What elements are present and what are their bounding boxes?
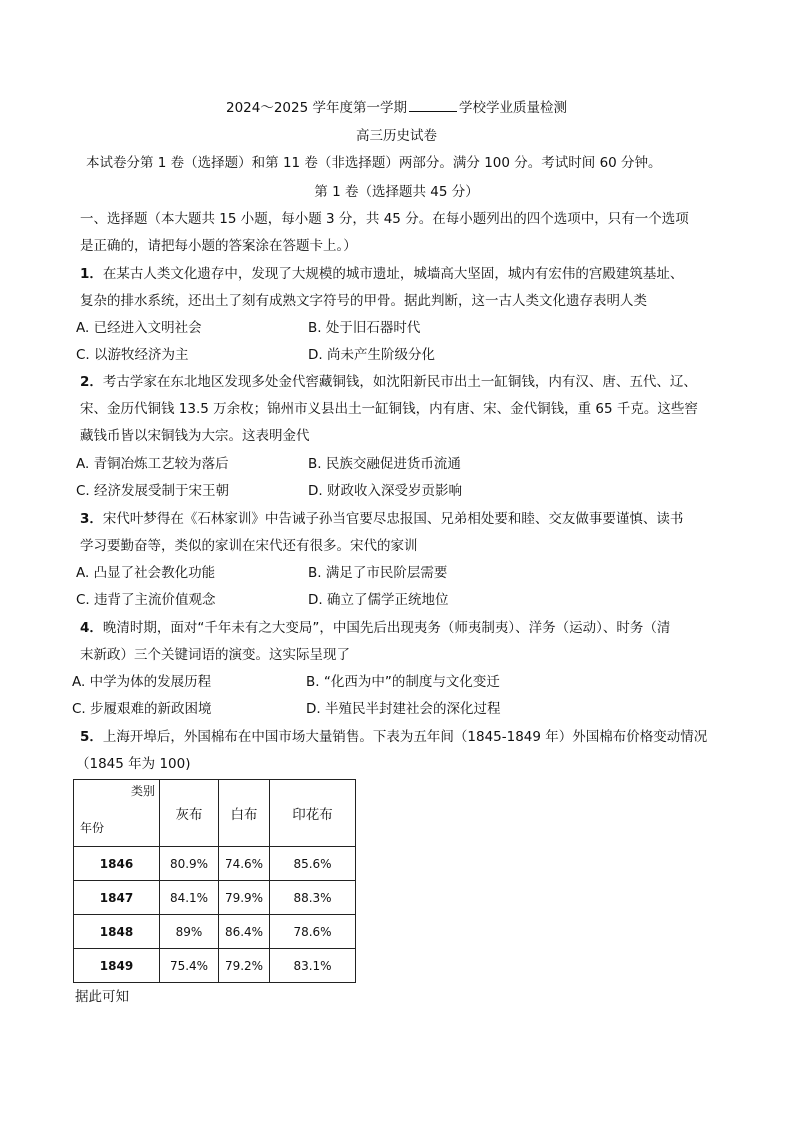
q3-option-a[interactable]: A. 凸显了社会教化功能 <box>76 565 216 581</box>
q4-option-c[interactable]: C. 步履艰难的新政困境 <box>72 701 212 717</box>
q4-option-a[interactable]: A. 中学为体的发展历程 <box>72 674 212 690</box>
q1-option-a[interactable]: A. 已经进入文明社会 <box>76 320 202 336</box>
q1-option-d[interactable]: D. 尚未产生阶级分化 <box>308 347 435 363</box>
question-3-line-2: 学习要勤奋等，类似的家训在宋代还有很多。宋代的家训 <box>80 538 418 554</box>
q1-option-b[interactable]: B. 处于旧石器时代 <box>308 320 421 336</box>
table-corner-cell <box>74 780 160 847</box>
question-2-line-3: 藏钱币皆以宋铜钱为大宗。这表明金代 <box>80 428 310 444</box>
instructions-line-1: 一、选择题（本大题共 15 小题，每小题 3 分，共 45 分。在每小题列出的四个选项中，只有一个选项 <box>80 211 689 227</box>
table-row <box>74 881 356 915</box>
question-number: 3． <box>80 511 103 527</box>
question-5-stem-end: 据此可知 <box>75 989 129 1005</box>
question-1-line-2: 复杂的排水系统，还出土了刻有成熟文字符号的甲骨。据此判断，这一古人类文化遗存表明人类 <box>80 293 647 309</box>
table-row <box>74 949 356 983</box>
table-cell: 88.3% <box>270 881 356 915</box>
table-cell: 86.4% <box>219 915 270 949</box>
question-1-line-1: 1．在某古人类文化遗存中，发现了大规模的城市遗址，城墙高大坚固，城内有宏伟的宫殿建筑基址、 <box>80 266 684 282</box>
q3-option-b[interactable]: B. 满足了市民阶层需要 <box>308 565 448 581</box>
q3-option-c[interactable]: C. 违背了主流价值观念 <box>76 592 216 608</box>
table-header-row <box>74 780 356 847</box>
question-2-line-1: 2．考古学家在东北地区发现多处金代窖藏铜钱，如沈阳新民市出土一缸铜钱，内有汉、唐、五代、辽、 <box>80 374 697 390</box>
table-year-cell: 1847 <box>74 881 160 915</box>
table-row <box>74 847 356 881</box>
table-cell: 83.1% <box>270 949 356 983</box>
question-5-line-2: （1845 年为 100) <box>76 756 191 772</box>
table-header-cell: 白布 <box>219 780 270 847</box>
exam-intro: 本试卷分第 1 卷（选择题）和第 11 卷（非选择题）两部分。满分 100 分。考试时间 60 分钟。 <box>86 155 662 171</box>
question-4-line-2: 末新政）三个关键词语的演变。这实际呈现了 <box>80 647 350 663</box>
question-2-line-2: 宋、金历代铜钱 13.5 万余枚；锦州市义县出土一缸铜钱，内有唐、宋、金代铜钱，重 65 千克。这些窖 <box>80 401 698 417</box>
q2-option-c[interactable]: C. 经济发展受制于宋王朝 <box>76 483 230 499</box>
instructions-line-2: 是正确的，请把每小题的答案涂在答题卡上。） <box>80 238 357 254</box>
corner-label-category: 类别 <box>130 784 155 798</box>
school-name-blank <box>409 99 457 112</box>
table-cell: 79.9% <box>219 881 270 915</box>
q3-option-d[interactable]: D. 确立了儒学正统地位 <box>308 592 449 608</box>
corner-label-year: 年份 <box>80 821 105 835</box>
question-5-line-1: 5．上海开埠后，外国棉布在中国市场大量销售。下表为五年间（1845-1849 年）外国棉布价格变动情况 <box>80 729 708 745</box>
table-cell: 85.6% <box>270 847 356 881</box>
question-3-line-1: 3．宋代叶梦得在《石林家训》中告诫子孙当官要尽忠报国、兄弟相处要和睦、交友做事要谨慎、读书 <box>80 511 684 527</box>
table-header-cell: 灰布 <box>160 780 219 847</box>
table-cell: 78.6% <box>270 915 356 949</box>
q2-option-b[interactable]: B. 民族交融促进货币流通 <box>308 456 461 472</box>
question-number: 5． <box>80 729 103 745</box>
table-cell: 89% <box>160 915 219 949</box>
question-4-line-1: 4．晚清时期，面对“千年未有之大变局”，中国先后出现夷务（师夷制夷）、洋务（运动）、时务（清 <box>80 620 671 636</box>
question-number: 4． <box>80 620 103 636</box>
table-year-cell: 1848 <box>74 915 160 949</box>
q1-option-c[interactable]: C. 以游牧经济为主 <box>76 347 189 363</box>
q2-option-a[interactable]: A. 青铜冶炼工艺较为落后 <box>76 456 229 472</box>
table-cell: 79.2% <box>219 949 270 983</box>
table-row <box>74 915 356 949</box>
q4-option-b[interactable]: B. “化西为中”的制度与文化变迁 <box>306 674 500 690</box>
table-year-cell: 1849 <box>74 949 160 983</box>
question-number: 1． <box>80 266 103 282</box>
exam-title <box>0 96 793 116</box>
table-header-cell: 印花布 <box>270 780 356 847</box>
part-title: 第 1 卷（选择题共 45 分） <box>314 184 479 200</box>
q2-option-d[interactable]: D. 财政收入深受岁贡影响 <box>308 483 462 499</box>
table-year-cell: 1846 <box>74 847 160 881</box>
table-cell: 75.4% <box>160 949 219 983</box>
table-cell: 80.9% <box>160 847 219 881</box>
table-cell: 74.6% <box>219 847 270 881</box>
cotton-price-table <box>73 779 356 983</box>
title-text-after: 学校学业质量检测 <box>459 100 567 116</box>
q4-option-d[interactable]: D. 半殖民半封建社会的深化过程 <box>306 701 501 717</box>
table-cell: 84.1% <box>160 881 219 915</box>
title-text-before: 2024～2025 学年度第一学期 <box>225 100 407 116</box>
exam-subtitle: 高三历史试卷 <box>356 128 437 144</box>
question-number: 2． <box>80 374 103 390</box>
